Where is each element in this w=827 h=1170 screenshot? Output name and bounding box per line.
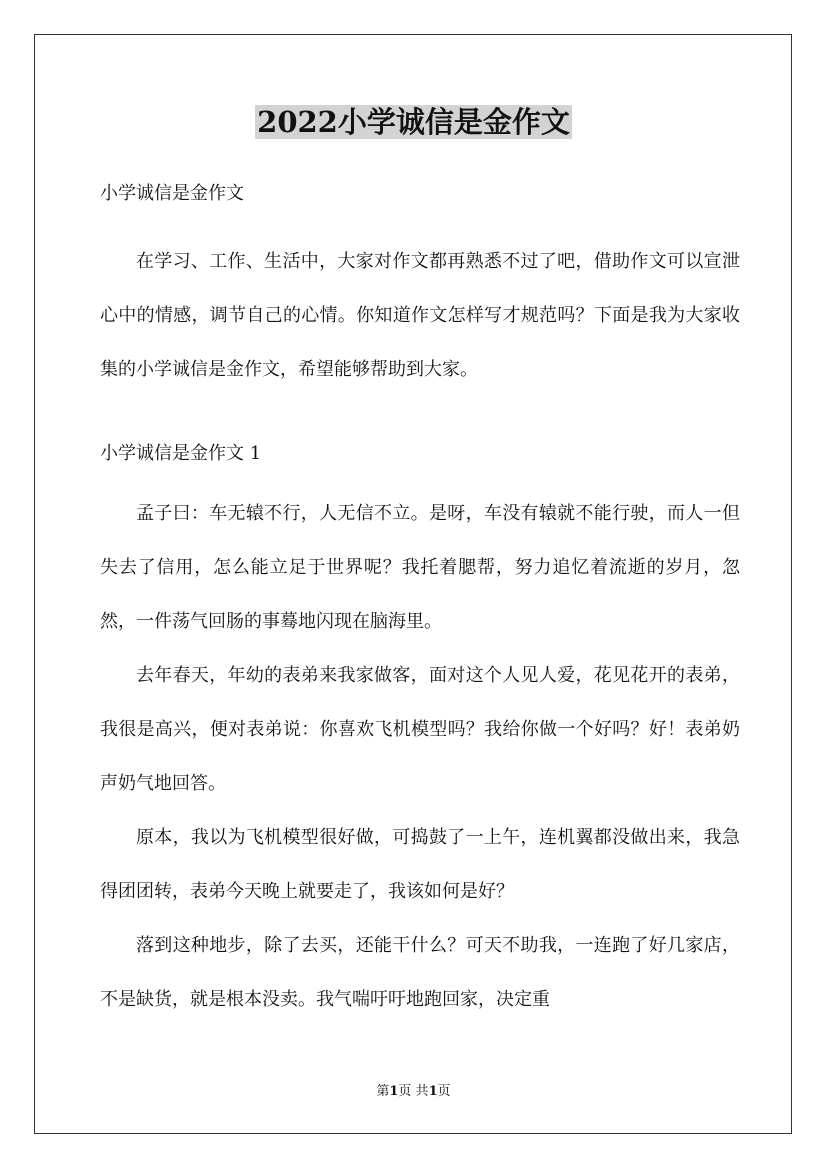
- document-title: [0, 100, 827, 144]
- document-title-text: 2022小学诚信是金作文: [257, 105, 570, 139]
- section-heading: 小学诚信是金作文 1: [100, 443, 262, 464]
- intro-paragraph: 在学习、工作、生活中，大家对作文都再熟悉不过了吧，借助作文可以宣泄心中的情感，调节自己的心情。你知道作文怎样写才规范吗？下面是我为大家收集的小学诚信是金作文，希望能够帮助到大家。: [100, 251, 740, 380]
- page-mid: 页 共: [398, 1084, 429, 1099]
- body-paragraph: 落到这种地步，除了去买，还能干什么？可天不助我，一连跑了好几家店，不是缺货，就是根本没卖。我气喘吁吁地跑回家，决定重: [100, 935, 740, 1010]
- page-suffix: 页: [437, 1084, 451, 1099]
- page-footer: [0, 1082, 827, 1102]
- document-body: [100, 175, 740, 1027]
- body-paragraph: 孟子曰：车无辕不行，人无信不立。是呀，车没有辕就不能行驶，而人一但失去了信用，怎么能立足于世界呢？我托着腮帮，努力追忆着流逝的岁月，忽然，一件荡气回肠的事蓦地闪现在脑海里。: [100, 503, 740, 632]
- page-total: 1: [428, 1084, 438, 1099]
- body-paragraph: 去年春天，年幼的表弟来我家做客，面对这个人见人爱，花见花开的表弟，我很是高兴，便对表弟说：你喜欢飞机模型吗？我给你做一个好吗？好！表弟奶声奶气地回答。: [100, 665, 740, 794]
- document-subtitle: 小学诚信是金作文: [100, 183, 244, 204]
- page-current: 1: [389, 1084, 399, 1099]
- body-paragraph: 原本，我以为飞机模型很好做，可捣鼓了一上午，连机翼都没做出来，我急得团团转，表弟今天晚上就要走了，我该如何是好？: [100, 827, 740, 902]
- page-prefix: 第: [376, 1084, 390, 1099]
